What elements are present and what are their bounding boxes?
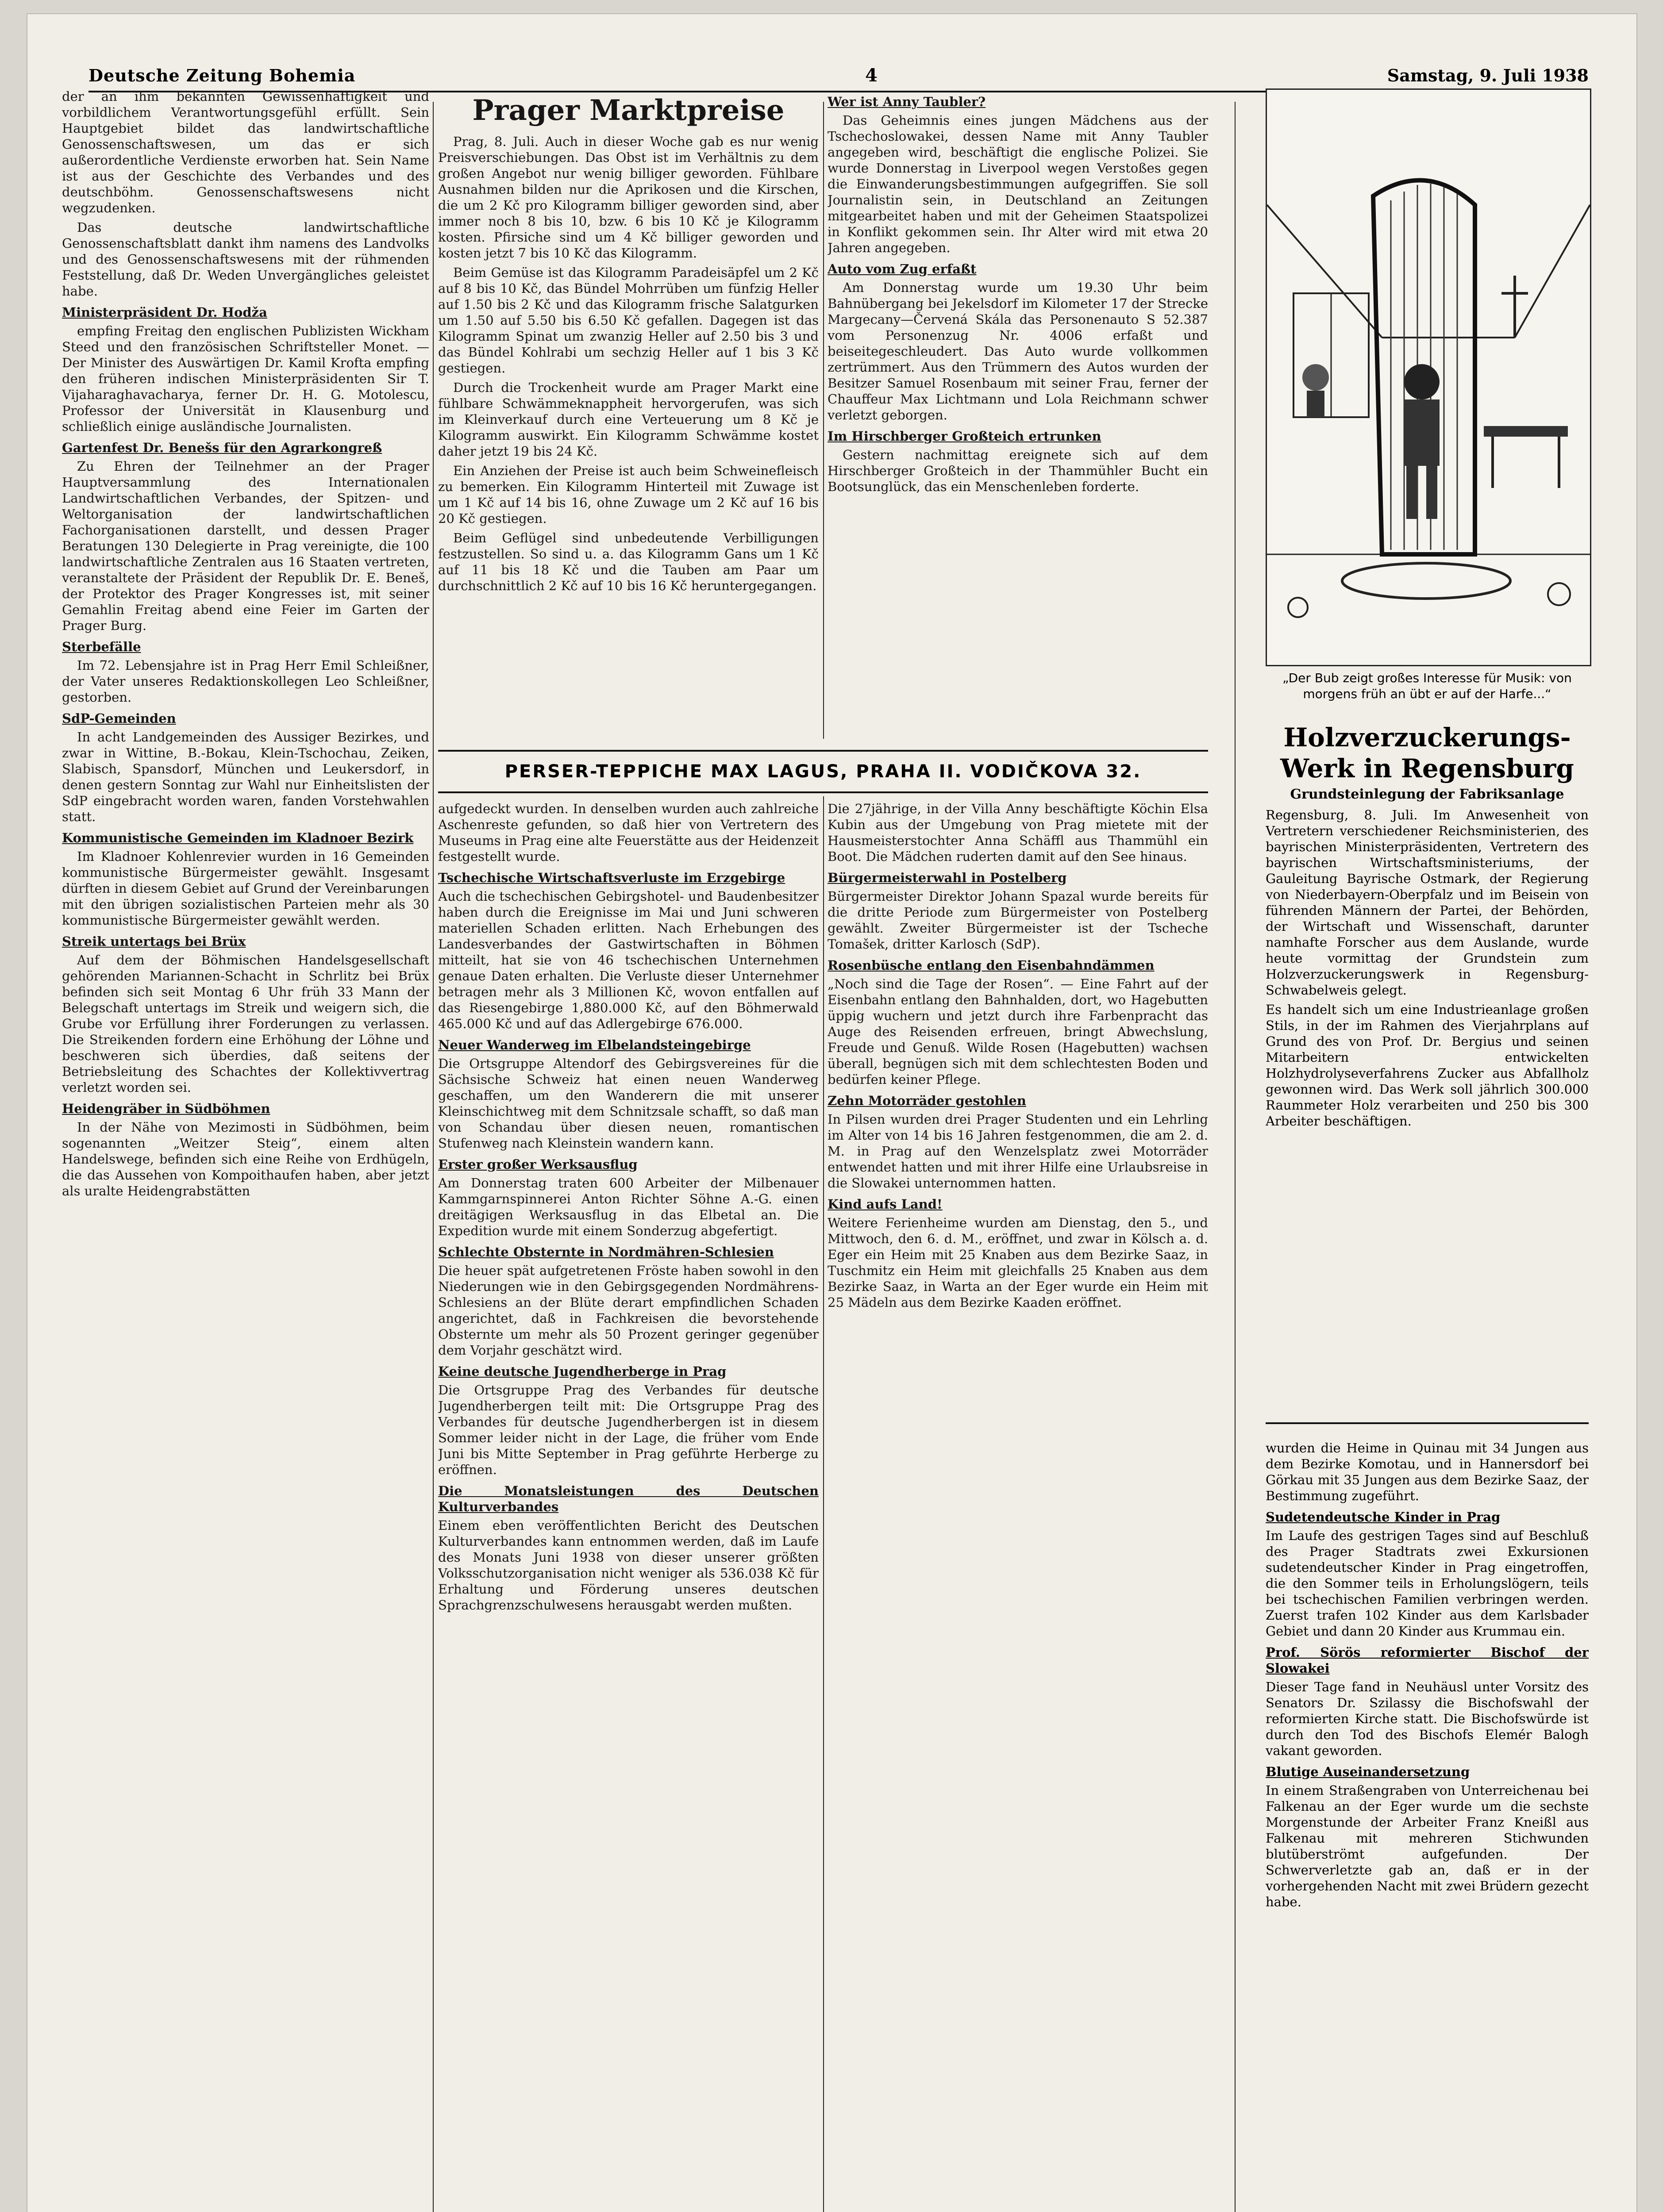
- headline-gartenfest: Gartenfest Dr. Benešs für den Agrarkongreß: [62, 440, 382, 455]
- subheadline-grundsteinlegung: Grundsteinlegung der Fabriksanlage: [1290, 787, 1564, 802]
- article-gartenfest: Zu Ehren der Teilnehmer an der Prager Hauptversammlung des Internationalen Landwirtschaftlichen Verbandes, der Spitzen- und Weltorganisation der landwirtschaftlichen Fachorganisationen darstellt, und dessen Prager Beratungen 130 Delegierte in Prag vereinigte, die 100 landwirtschaftliche Zentralen aus 16 Staaten vertreten, veranstaltete der Präsident der Republik Dr. E. Beneš, der Protektor des Prager Kongresses ist, mit seiner Gemahlin Freitag abend eine Feier im Garten der Prager Burg.: [62, 459, 429, 633]
- column-divider-3: [1235, 102, 1236, 2212]
- article-continuation: aufgedeckt wurden. In denselben wurden auch zahlreiche Aschenreste gefunden, so daß hier von Vertretern des Museums in Prag eine alte Feuerstätte aus der Heidenzeit festgestellt wurde.: [438, 801, 819, 864]
- headline-rosen: Rosenbüsche entlang den Eisenbahndämmen: [828, 958, 1155, 973]
- article-kulturverband: Einem eben veröffentlichten Bericht des Deutschen Kulturverbandes kann entnommen werden, daß im Laufe des Monats Juni 1938 von dieser unserer größten Volksschutzorganisation nicht weniger als 536.038 Kč für Erhaltung und Förderung unseres deutschen Sprachgrenzschulwesens herausgabt werden mußten.: [438, 1518, 819, 1613]
- article-continuation: wurden die Heime in Quinau mit 34 Jungen aus dem Bezirke Komotau, und in Hannersdorf bei Görkau mit 35 Jungen aus dem Bezirke Saaz, der Bestimmung zugeführt.: [1266, 1440, 1589, 1503]
- article-auseinandersetzung: In einem Straßengraben von Unterreichenau bei Falkenau an der Eger wurde um die sechste Morgenstunde der Arbeiter Franz Kneißl aus Falkenau mit mehreren Stichwunden blutüberströmt aufgefunden. Der Schwerverletzte gab an, daß er in der vorhergehenden Nacht mit zwei Brüdern gezecht habe.: [1266, 1783, 1589, 1909]
- cartoon-illustration: [1266, 88, 1591, 666]
- column-4-lower: [1266, 1440, 1589, 2177]
- column-3-upper: [828, 88, 1208, 737]
- article-sdp: In acht Landgemeinden des Aussiger Bezirkes, und zwar in Wittine, B.-Bokau, Klein-Tschochau, Zeiken, Slabisch, Spansdorf, München und Leukersdorf, in denen gestern Sonntag zur Wahl nur Einheitslisten der SdP eingebracht worden waren, fanden Vorstehwahlen statt.: [62, 730, 429, 824]
- column-3-lower: [828, 801, 1208, 2177]
- headline-jugendherberge: Keine deutsche Jugendherberge in Prag: [438, 1364, 727, 1379]
- headline-taubler: Wer ist Anny Taubler?: [828, 94, 986, 109]
- article-wanderweg: Die Ortsgruppe Altendorf des Gebirgsvereines für die Sächsische Schweiz hat einen neuen Wanderweg geschaffen, um den Wanderern die mit unserer Kleinschichtweg mit dem Schnitzsale schafft, so daß man von Schandau über diesen neuen, romantischen Stufenweg nach Kleinstein wandern kann.: [438, 1056, 819, 1151]
- headline-kind-aufs-land: Kind aufs Land!: [828, 1197, 943, 1212]
- cartoon-caption: „Der Bub zeigt großes Interesse für Musik: von morgens früh an übt er auf der Harfe...“: [1282, 671, 1572, 701]
- article-marktpreise-2: Beim Gemüse ist das Kilogramm Paradeisäpfel um 2 Kč auf 8 bis 10 Kč, das Bündel Mohrrüben um fünfzig Heller auf 1.50 bis 2 Kč und das Kilogramm frische Salatgurken um 1.50 auf 5.50 bis 6.50 Kč gefallen. Dagegen ist das Kilogramm Spinat um zwanzig Heller auf 2.50 bis 3 und das Bündel Kohlrabi um sechzig Heller auf 1 bis 3 Kč gestiegen.: [438, 265, 819, 376]
- article-postelberg: Bürgermeister Direktor Johann Spazal wurde bereits für die dritte Periode zum Bürgermeister von Postelberg gewählt. Zweiter Bürgermeister ist der Tscheche Tomašek, dritter Karlosch (SdP).: [828, 889, 1208, 952]
- headline-obsternte: Schlechte Obsternte in Nordmähren-Schlesien: [438, 1244, 774, 1260]
- article-marktpreise-1: Prag, 8. Juli. Auch in dieser Woche gab es nur wenig Preisverschiebungen. Das Obst ist im Verhältnis zu dem großen Angebot nur wenig billiger geworden. Fühlbare Ausnahmen bilden nur die Aprikosen und die Kirschen, die um 2 Kč pro Kilogramm billiger geworden sind, aber immer noch 8 bis 10, bzw. 6 bis 10 Kč je Kilogramm kosten. Pfirsiche sind um 4 Kč billiger geworden und kosten jetzt 7 bis 10 Kč das Kilogramm.: [438, 134, 819, 261]
- article-kind-aufs-land: Weitere Ferienheime wurden am Dienstag, den 5., und Mittwoch, den 6. d. M., eröffnet, und zwar in Kölsch a. d. Eger ein Heim mit 25 Knaben aus dem Bezirke Saaz, in Tuschmitz ein Heim mit gleichfalls 25 Knaben aus dem Bezirke Saaz, in Warta an der Eger wurde ein Heim mit 25 Mädeln aus dem Bezirke Kaaden eröffnet.: [828, 1215, 1208, 1310]
- headline-grossteich: Im Hirschberger Großteich ertrunken: [828, 429, 1101, 444]
- headline-holzverzuckerung: Holzverzuckerungs-Werk in Regensburg: [1280, 722, 1574, 783]
- headline-wirtschaftsverluste: Tschechische Wirtschaftsverluste im Erzgebirge: [438, 870, 785, 885]
- article-continuation: Die 27jährige, in der Villa Anny beschäftigte Köchin Elsa Kubin aus der Umgebung von Prag mietete mit der Hausmeisterstochter Anna Schäffl aus Thammühl ein Boot. Die Mädchen ruderten damit auf den See hinaus.: [828, 801, 1208, 864]
- newspaper-name: Deutsche Zeitung Bohemia: [89, 65, 356, 85]
- headline-auseinandersetzung: Blutige Auseinandersetzung: [1266, 1764, 1470, 1779]
- article-werksausflug: Am Donnerstag traten 600 Arbeiter der Milbenauer Kammgarnspinnerei Anton Richter Söhne A.-G. einen dreitägigen Werksausflug in das Elbetal an. Die Expedition wurde mit einem Sonderzug abgefertigt.: [438, 1175, 819, 1238]
- column-divider-1: [433, 102, 434, 2212]
- headline-streik: Streik untertags bei Brüx: [62, 934, 246, 949]
- article-holzverzuckerung-1: Regensburg, 8. Juli. Im Anwesenheit von Vertretern verschiedener Reichsministerien, des bayrischen Ministerpräsidenten, Vertretern des bayrischen Wirtschaftsministeriums, der Gauleitung Bayrische Ostmark, der Regierung von Niederbayern-Oberpfalz und im Beisein von führenden Männern der Partei, der Behörden, der Wirtschaft und Wissenschaft, darunter namhafte Forscher aus dem Auslande, wurde heute vormittag der Grundstein zum Holzverzuckerungswerk in Regensburg-Schwabelweis gelegt.: [1266, 807, 1589, 998]
- article-marktpreise-3: Durch die Trockenheit wurde am Prager Markt eine fühlbare Schwämmeknappheit hervorgerufen, was sich im Kleinverkauf durch eine Verteuerung um 8 Kč je Kilogramm auswirkt. Ein Kilogramm Schwämme kostet daher jetzt 19 bis 24 Kč.: [438, 380, 819, 459]
- article-auto-zug: Am Donnerstag wurde um 19.30 Uhr beim Bahnübergang bei Jekelsdorf im Kilometer 17 der Strecke Margecany—Červená Skála das Personenauto S 52.387 vom Personenzug Nr. 4006 erfaßt und beiseitegeschleudert. Das Auto wurde vollkommen zertrümmert. Aus den Trümmern des Autos wurden der Besitzer Samuel Rosenbaum mit seiner Frau, ferner der Chauffeur Max Lichtmann und Lola Reichmann schwer verletzt geborgen.: [828, 280, 1208, 422]
- page-header: [89, 62, 1589, 88]
- headline-sterbefaelle: Sterbefälle: [62, 639, 141, 654]
- article-jugendherberge: Die Ortsgruppe Prag des Verbandes für deutsche Jugendherbergen teilt mit: Die Ortsgruppe Prag des Verbandes für deutsche Jugendherbergen ist in diesem Sommer leider nicht in der Lage, die früher vom Ende Juni bis Mitte September in Prag geführte Herberge zu eröffnen.: [438, 1382, 819, 1477]
- column-2-upper: [438, 88, 819, 737]
- headline-kladno: Kommunistische Gemeinden im Kladnoer Bezirk: [62, 830, 414, 845]
- article-text: Das deutsche landwirtschaftliche Genossenschaftsblatt dankt ihm namens des Landvolks und des Genossenschaftswesens mit der rühmenden Feststellung, daß Dr. Weden Unvergängliches geleistet habe.: [62, 220, 429, 299]
- headline-bischof: Prof. Sörös reformierter Bischof der Slowakei: [1266, 1645, 1589, 1676]
- article-heidengraeber: In der Nähe von Mezimosti in Südböhmen, beim sogenannten „Weitzer Steig“, einem alten Handelswege, befinden sich eine Reihe von Erdhügeln, die das Aussehen von Kompoithaufen haben, aber jetzt als uralte Heidengrabstätten: [62, 1120, 429, 1198]
- column-divider-2: [823, 102, 824, 739]
- article-kladno: Im Kladnoer Kohlenrevier wurden in 16 Gemeinden kommunistische Bürgermeister gewählt. Insgesamt dürften in diesem Gebiet auf Grund der Vereinbarungen mit den übrigen sozialistischen Parteien mehr als 30 kommunistische Bürgermeister gewählt werden.: [62, 849, 429, 928]
- column-4-upper: [1266, 717, 1589, 1416]
- headline-heidengraeber: Heidengräber in Südböhmen: [62, 1101, 270, 1116]
- article-hodza: empfing Freitag den englischen Publizisten Wickham Steed und den französischen Schriftsteller Monet. — Der Minister des Auswärtigen Dr. Kamil Krofta empfing den früheren indischen Ministerpräsidenten Sir T. Vijaharaghavacharya, ferner Dr. H. G. Motolescu, Professor der Universität in Klausenburg und schließlich einige ausländische Journalisten.: [62, 323, 429, 434]
- article-sudetendeutsche-kinder: Im Laufe des gestrigen Tages sind auf Beschluß des Prager Stadtrats zwei Exkursionen sudetendeutscher Kinder in Prag eingetroffen, die den Sommer teils in Erholungslögern, teils bei tschechischen Familien verbringen werden. Zuerst trafen 102 Kinder aus dem Karlsbader Gebiet und dann 20 Kinder aus Krummau ein.: [1266, 1528, 1589, 1639]
- article-continuation: der an ihm bekannten Gewissenhaftigkeit und vorbildlichem Verantwortungsgefühl erfüllt. Sein Hauptgebiet bildet das landwirtschaftliche Genossenschaftswesen, um das er sich außerordentliche Verdienste erworben hat. Sein Name ist aus der Geschichte des Verbandes und des deutschböhm. Genossenschaftswesens nicht wegzudenken.: [62, 89, 429, 215]
- headline-sudetendeutsche-kinder: Sudetendeutsche Kinder in Prag: [1266, 1509, 1501, 1525]
- column-divider-2b: [823, 796, 824, 2212]
- article-sterbefaelle: Im 72. Lebensjahre ist in Prag Herr Emil Schleißner, der Vater unseres Redaktionskollegen Leo Schleißner, gestorben.: [62, 658, 429, 705]
- article-marktpreise-5: Beim Geflügel sind unbedeutende Verbilligungen festzustellen. So sind u. a. das Kilogramm Gans um 1 Kč auf 11 bis 18 Kč und die Tauben am Paar um durchschnittlich 2 Kč auf 10 bis 16 Kč heruntergegangen.: [438, 530, 819, 593]
- article-streik: Auf dem der Böhmischen Handelsgesellschaft gehörenden Mariannen-Schacht in Schrlitz bei Brüx befinden sich seit Montag 6 Uhr früh 33 Mann der Belegschaft untertags im Streik und weigern sich, die Grube vor Erfüllung ihrer Forderungen zu verlassen. Die Streikenden fordern eine Erhöhung der Löhne und beschweren sich überdies, daß seitens der Betriebsleitung des Schachtes der Kollektivvertrag verletzt worden sei.: [62, 952, 429, 1095]
- headline-postelberg: Bürgermeisterwahl in Postelberg: [828, 870, 1067, 885]
- article-marktpreise-4: Ein Anziehen der Preise ist auch beim Schweinefleisch zu bemerken. Ein Kilogramm Hinterteil mit Zuwage ist um 1 Kč auf 14 bis 16, ohne Zuwage um 2 Kč auf 16 bis 20 Kč gestiegen.: [438, 463, 819, 526]
- headline-auto-zug: Auto vom Zug erfaßt: [828, 261, 977, 276]
- article-holzverzuckerung-2: Es handelt sich um eine Industrieanlage großen Stils, in der im Rahmen des Vierjahrplans auf Grund des von Prof. Dr. Bergius und seinen Mitarbeitern entwickelten Holzhydrolyseverfahrens Zucker aus Abfallholz gewonnen wird. Das Werk soll jährlich 300.000 Raummeter Holz verarbeiten und 250 bis 300 Arbeiter beschäftigen.: [1266, 1002, 1589, 1129]
- issue-date: Samstag, 9. Juli 1938: [1387, 65, 1589, 85]
- headline-sdp: SdP-Gemeinden: [62, 711, 176, 726]
- article-rosen: „Noch sind die Tage der Rosen“. — Eine Fahrt auf der Eisenbahn entlang den Bahnhalden, dort, wo Hagebutten üppig wuchern und jetzt durch ihre Farbenpracht das Auge des Reisenden erfreuen, bringt Abwechslung, Freude und Genuß. Wilde Rosen (Hagebutten) wachsen überall, begnügen sich mit dem schlechtesten Boden und bedürfen keiner Pflege.: [828, 976, 1208, 1087]
- column-2-lower: [438, 801, 819, 2177]
- headline-motorraeder: Zehn Motorräder gestohlen: [828, 1093, 1026, 1108]
- article-taubler: Das Geheimnis eines jungen Mädchens aus der Tschechoslowakei, dessen Name mit Anny Taubler angegeben wird, beschäftigt die englische Polizei. Sie wurde Donnerstag in Liverpool wegen Verstoßes gegen die Einwanderungsbestimmungen aufgegriffen. Sie soll Journalistin sein, in Deutschland an Zeitungen mitgearbeitet haben und mit der Geheimen Staatspolizei in Konflikt gekommen sein. Ihr Alter wird mit etwa 20 Jahren angegeben.: [828, 113, 1208, 255]
- column-1: [62, 88, 429, 2177]
- headline-werksausflug: Erster großer Werksausflug: [438, 1157, 638, 1172]
- article-motorraeder: In Pilsen wurden drei Prager Studenten und ein Lehrling im Alter von 14 bis 16 Jahren festgenommen, die am 2. d. M. in Prag auf den Wenzelsplatz zwei Motorräder entwendet hatten und mit ihrer Hilfe eine Urlaubsreise in die Slowakei unternommen hatten.: [828, 1112, 1208, 1190]
- harp-cartoon-drawing: [1267, 90, 1590, 665]
- article-grossteich: Gestern nachmittag ereignete sich auf dem Hirschberger Großteich in der Thammühler Bucht ein Bootsunglück, das ein Menschenleben forderte.: [828, 447, 1208, 494]
- headline-marktpreise: Prager Marktpreise: [472, 94, 785, 127]
- page-number: 4: [865, 65, 878, 86]
- article-obsternte: Die heuer spät aufgetretenen Fröste haben sowohl in den Niederungen wie in den Gebirgsgegenden Nordmährens-Schlesiens an der Blüte derart empfindlichen Schaden angerichtet, daß in Fachkreisen die bevorstehende Obsternte um mehr als 50 Prozent geringer gegenüber dem Vorjahr geschätzt wird.: [438, 1263, 819, 1358]
- advertisement-band: PERSER-TEPPICHE MAX LAGUS, PRAHA II. VODIČKOVA 32.: [438, 750, 1208, 793]
- section-rule: [1266, 1422, 1589, 1424]
- headline-wanderweg: Neuer Wanderweg im Elbelandsteingebirge: [438, 1037, 751, 1052]
- article-bischof: Dieser Tage fand in Neuhäusl unter Vorsitz des Senators Dr. Szilassy die Bischofswahl der reformierten Kirche statt. Die Bischofswürde ist durch den Tod des Bischofs Elemér Balogh vakant geworden.: [1266, 1679, 1589, 1758]
- headline-hodza: Ministerpräsident Dr. Hodža: [62, 305, 267, 320]
- headline-kulturverband: Die Monatsleistungen des Deutschen Kulturverbandes: [438, 1483, 819, 1514]
- article-wirtschaftsverluste: Auch die tschechischen Gebirgshotel- und Baudenbesitzer haben durch die Ereignisse im Mai und Juni schweren materiellen Schaden erlitten. Nach Erhebungen des Landesverbandes der Gastwirtschaften in Böhmen mitteilt, hat sie von 46 tschechischen Unternehmen genaue Daten erhalten. Die Verluste dieser Unternehmer betragen mehr als 3 Millionen Kč, wovon entfallen auf das Riesengebirge 1,880.000 Kč, auf den Böhmerwald 465.000 Kč und auf das Adlergebirge 676.000.: [438, 889, 819, 1031]
